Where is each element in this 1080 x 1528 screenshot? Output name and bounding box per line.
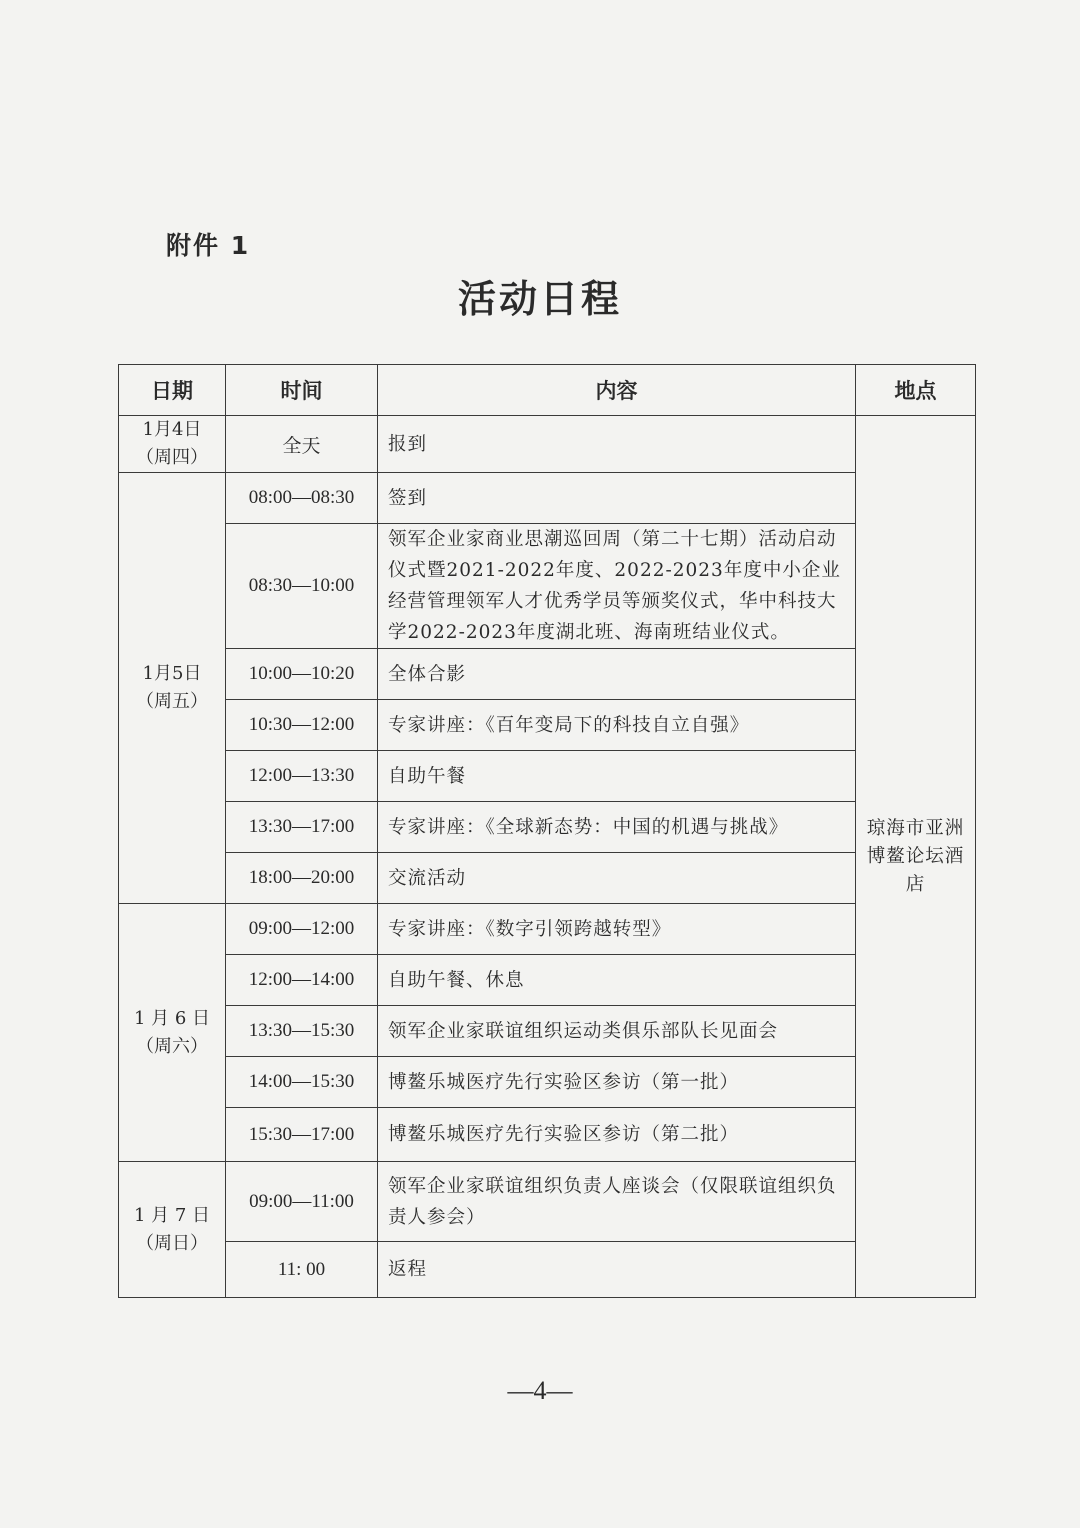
table-row: [119, 802, 976, 853]
content-cell: 专家讲座：《全球新态势：中国的机遇与挑战》: [378, 802, 856, 853]
content-cell: 返程: [378, 1242, 856, 1298]
content-cell: 专家讲座：《数字引领跨越转型》: [378, 904, 856, 955]
table-row: [119, 700, 976, 751]
table-row: [119, 853, 976, 904]
header-content: 内容: [378, 365, 856, 416]
attachment-label: 附件 1: [166, 231, 251, 260]
content-cell: 领军企业家商业思潮巡回周（第二十七期）活动启动仪式暨2021-2022年度、2022-2023年度中小企业经营管理领军人才优秀学员等颁奖仪式，华中科技大学2022-2023年度湖北班、海南班结业仪式。: [378, 524, 856, 649]
table-header-row: [119, 365, 976, 416]
time-cell: 08:00—08:30: [226, 473, 378, 524]
header-date: 日期: [119, 365, 226, 416]
date-text: 1 月 6 日: [133, 1007, 211, 1029]
time-cell: 12:00—13:30: [226, 751, 378, 802]
time-cell: 13:30—15:30: [226, 1006, 378, 1057]
schedule-table: [118, 364, 976, 1298]
date-text: 1月5日: [142, 663, 202, 684]
date-cell: [119, 473, 226, 904]
date-cell: [119, 416, 226, 473]
time-cell: 11: 00: [226, 1242, 378, 1298]
time-cell: 18:00—20:00: [226, 853, 378, 904]
table-row: [119, 1162, 976, 1242]
time-cell: 全天: [226, 416, 378, 473]
time-cell: 09:00—12:00: [226, 904, 378, 955]
weekday-text: （周四）: [136, 447, 208, 468]
table-row: [119, 904, 976, 955]
content-cell: 报到: [378, 416, 856, 473]
table-row: [119, 1057, 976, 1108]
table-row: [119, 1006, 976, 1057]
table-row: [119, 649, 976, 700]
content-cell: 签到: [378, 473, 856, 524]
time-cell: 15:30—17:00: [226, 1108, 378, 1162]
weekday-text: （周六）: [136, 1035, 208, 1057]
table-row: [119, 1108, 976, 1162]
table-row: [119, 524, 976, 649]
content-cell: 自助午餐、休息: [378, 955, 856, 1006]
time-cell: 13:30—17:00: [226, 802, 378, 853]
page-number: —4—: [507, 1376, 573, 1405]
header-time: 时间: [226, 365, 378, 416]
content-cell: 领军企业家联谊组织运动类俱乐部队长见面会: [378, 1006, 856, 1057]
date-cell: [119, 1162, 226, 1298]
time-cell: 10:30—12:00: [226, 700, 378, 751]
content-cell: 博鳌乐城医疗先行实验区参访（第一批）: [378, 1057, 856, 1108]
time-cell: 12:00—14:00: [226, 955, 378, 1006]
date-text: 1 月 7 日: [133, 1204, 211, 1226]
date-text: 1月4日: [142, 419, 202, 440]
table-row: [119, 955, 976, 1006]
time-cell: 09:00—11:00: [226, 1162, 378, 1242]
content-cell: 自助午餐: [378, 751, 856, 802]
content-cell: 领军企业家联谊组织负责人座谈会（仅限联谊组织负责人参会）: [378, 1162, 856, 1242]
page-title: 活动日程: [457, 277, 622, 321]
time-cell: 10:00—10:20: [226, 649, 378, 700]
date-cell: [119, 904, 226, 1162]
time-cell: 08:30—10:00: [226, 524, 378, 649]
content-cell: 全体合影: [378, 649, 856, 700]
venue-cell: 琼海市亚洲博鳌论坛酒店: [856, 416, 976, 1298]
header-venue: 地点: [856, 365, 976, 416]
weekday-text: （周五）: [136, 691, 208, 712]
weekday-text: （周日）: [136, 1232, 208, 1254]
table-row: [119, 751, 976, 802]
time-cell: 14:00—15:30: [226, 1057, 378, 1108]
table-row: [119, 1242, 976, 1298]
content-cell: 专家讲座：《百年变局下的科技自立自强》: [378, 700, 856, 751]
table-row: [119, 416, 976, 473]
content-cell: 博鳌乐城医疗先行实验区参访（第二批）: [378, 1108, 856, 1162]
table-row: [119, 473, 976, 524]
content-cell: 交流活动: [378, 853, 856, 904]
